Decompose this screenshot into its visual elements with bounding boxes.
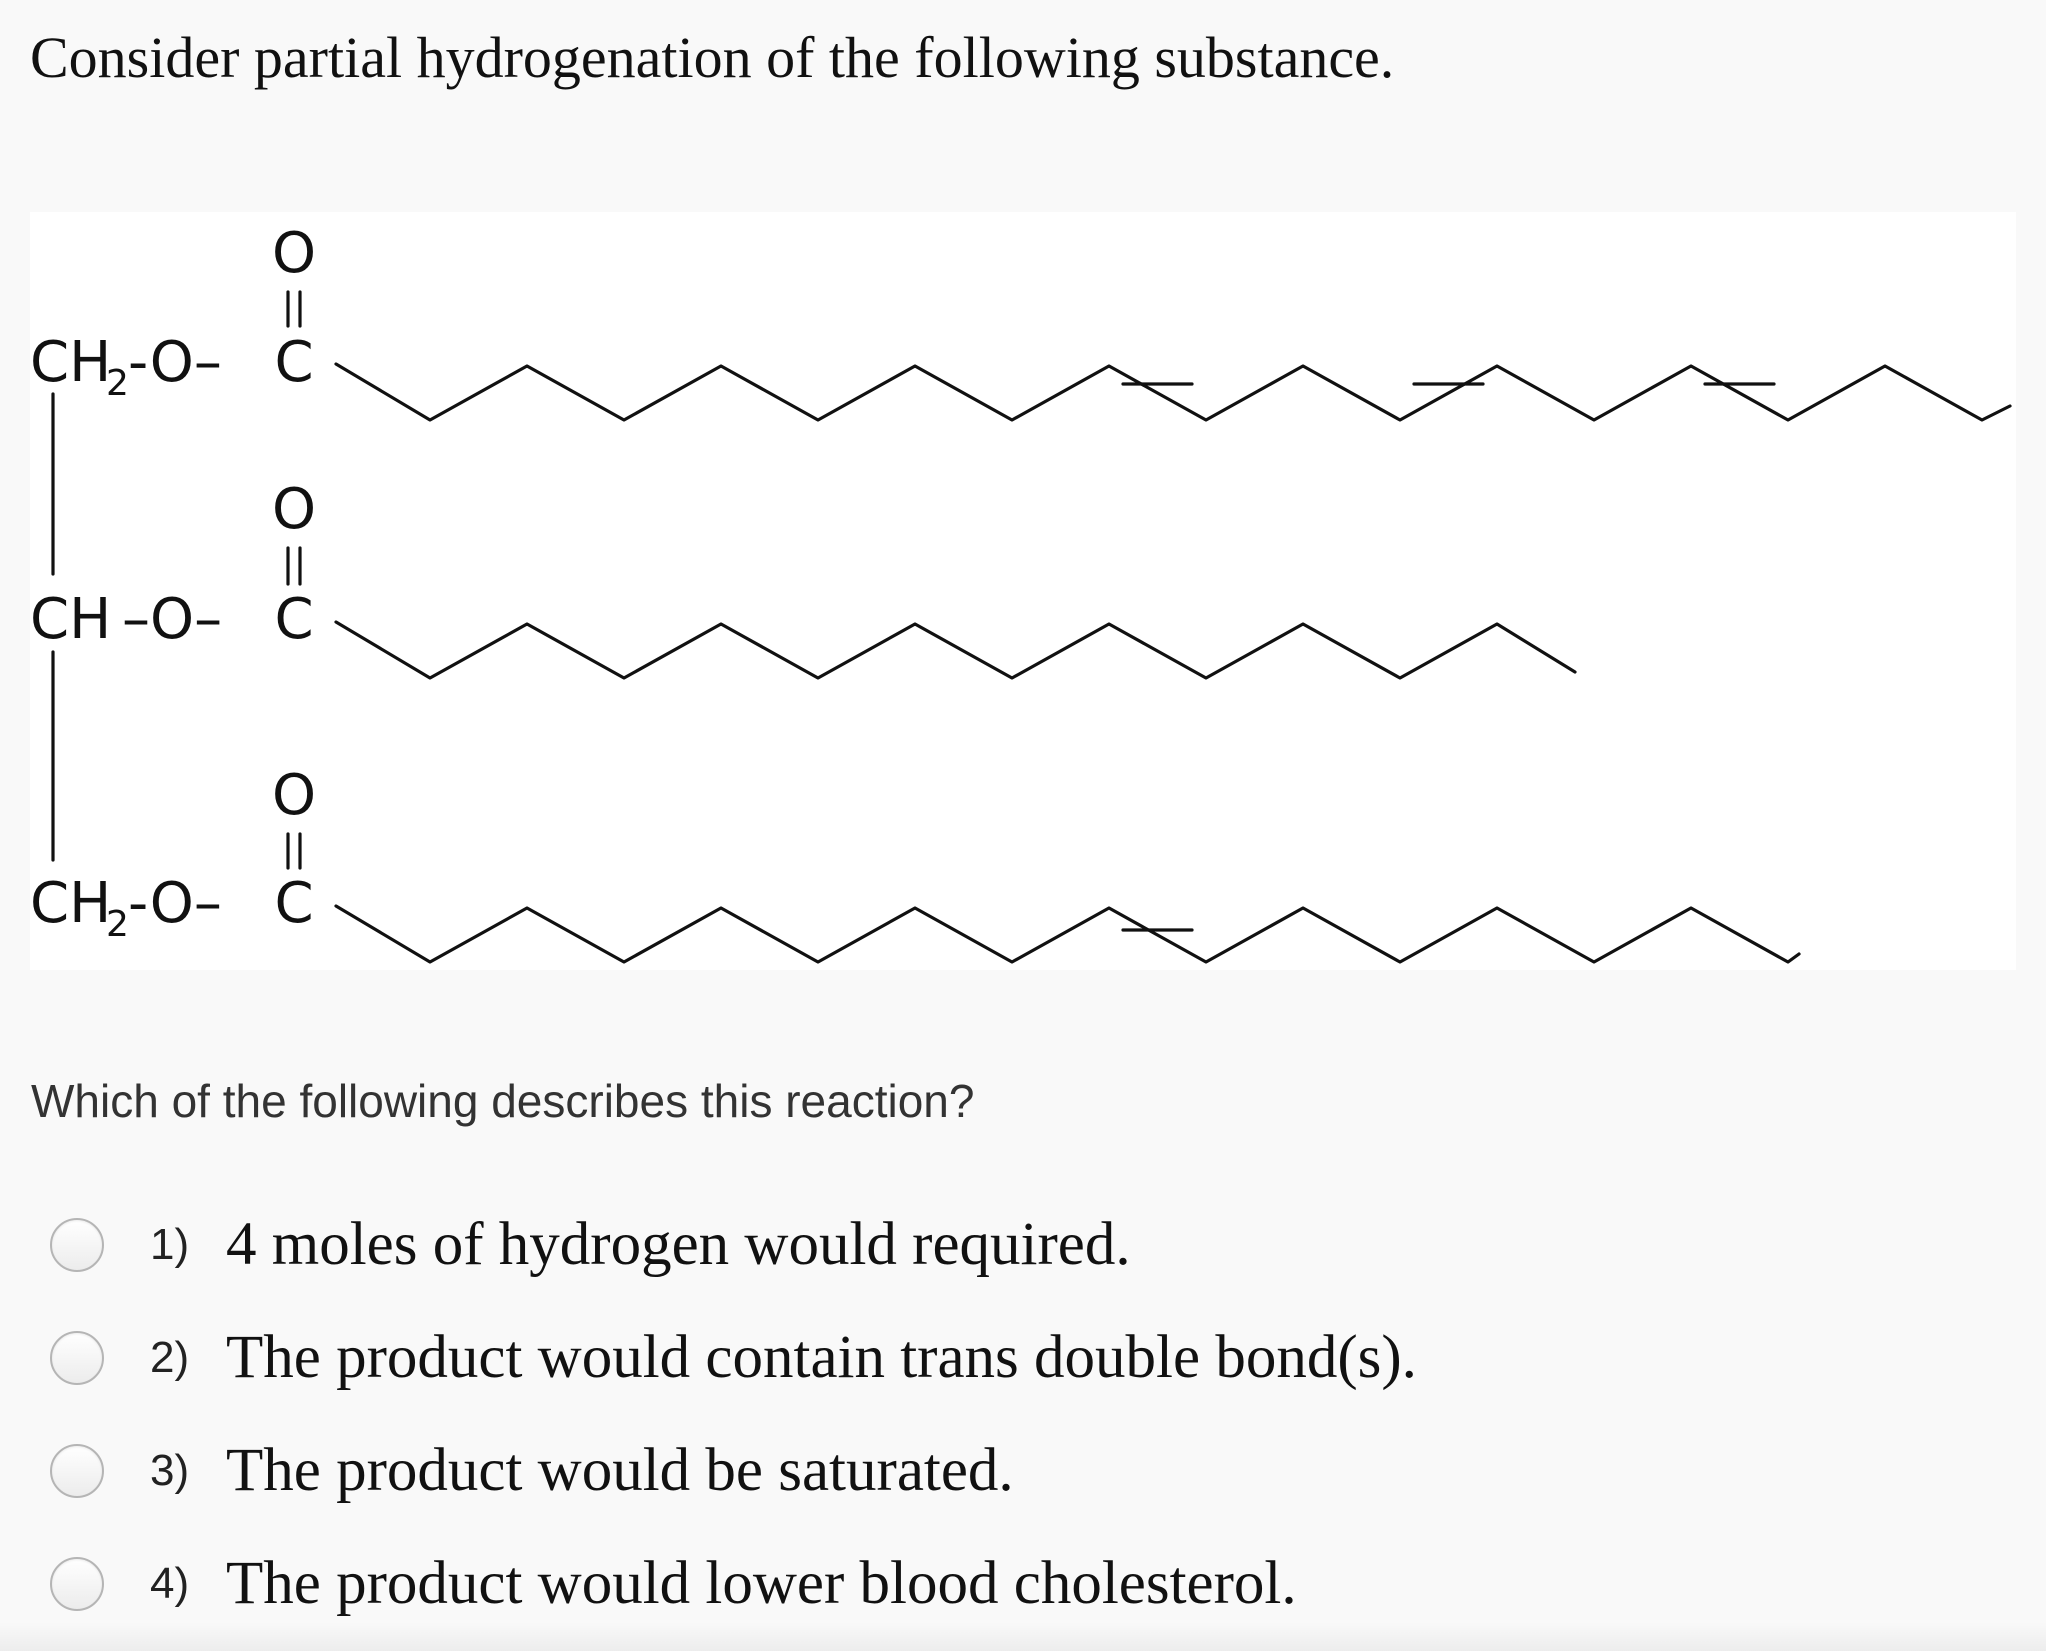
option-label: The product would lower blood cholesterol. xyxy=(226,1550,1297,1617)
row1-group: CH xyxy=(30,330,112,395)
row3-subscript: 2 xyxy=(106,904,129,945)
chain-2 xyxy=(336,622,1575,678)
row2-carbonyl-carbon: C xyxy=(274,587,314,652)
row2-carbonyl-oxygen: O xyxy=(271,477,317,542)
radio-button-1[interactable] xyxy=(50,1218,104,1272)
option-number: 1) xyxy=(150,1220,190,1269)
row1-carbonyl-carbon: C xyxy=(274,330,314,395)
option-label: 4 moles of hydrogen would required. xyxy=(226,1211,1131,1278)
option-2[interactable] xyxy=(50,1313,1417,1403)
row3-carbonyl-oxygen: O xyxy=(271,763,317,828)
radio-button-4[interactable] xyxy=(50,1557,104,1611)
row3-group: CH xyxy=(30,871,112,936)
row2-link: –O– xyxy=(122,587,223,652)
row1-subscript: 2 xyxy=(106,363,129,404)
option-label: The product would be saturated. xyxy=(226,1437,1014,1504)
option-4[interactable] xyxy=(50,1539,1297,1629)
row3-link: -O– xyxy=(128,871,222,936)
row2-group: CH xyxy=(30,587,112,652)
option-1[interactable] xyxy=(50,1200,1131,1290)
chain-1 xyxy=(336,364,2010,420)
triglyceride-structure xyxy=(30,212,2016,970)
row3-carbonyl-carbon: C xyxy=(274,871,314,936)
option-number: 4) xyxy=(150,1559,190,1608)
bottom-shadow xyxy=(0,1622,2046,1651)
option-number: 2) xyxy=(150,1333,190,1382)
question-intro: Consider partial hydrogenation of the following substance. xyxy=(30,25,1395,90)
option-number: 3) xyxy=(150,1446,190,1495)
structural-formula xyxy=(30,212,2016,970)
row1-carbonyl-oxygen: O xyxy=(271,221,317,286)
question-text: Which of the following describes this reaction? xyxy=(31,1075,975,1127)
radio-button-3[interactable] xyxy=(50,1444,104,1498)
row1-link: -O– xyxy=(128,330,222,395)
option-label: The product would contain trans double bond(s). xyxy=(226,1324,1417,1391)
option-3[interactable] xyxy=(50,1426,1014,1516)
chain-3 xyxy=(336,906,1799,962)
radio-button-2[interactable] xyxy=(50,1331,104,1385)
